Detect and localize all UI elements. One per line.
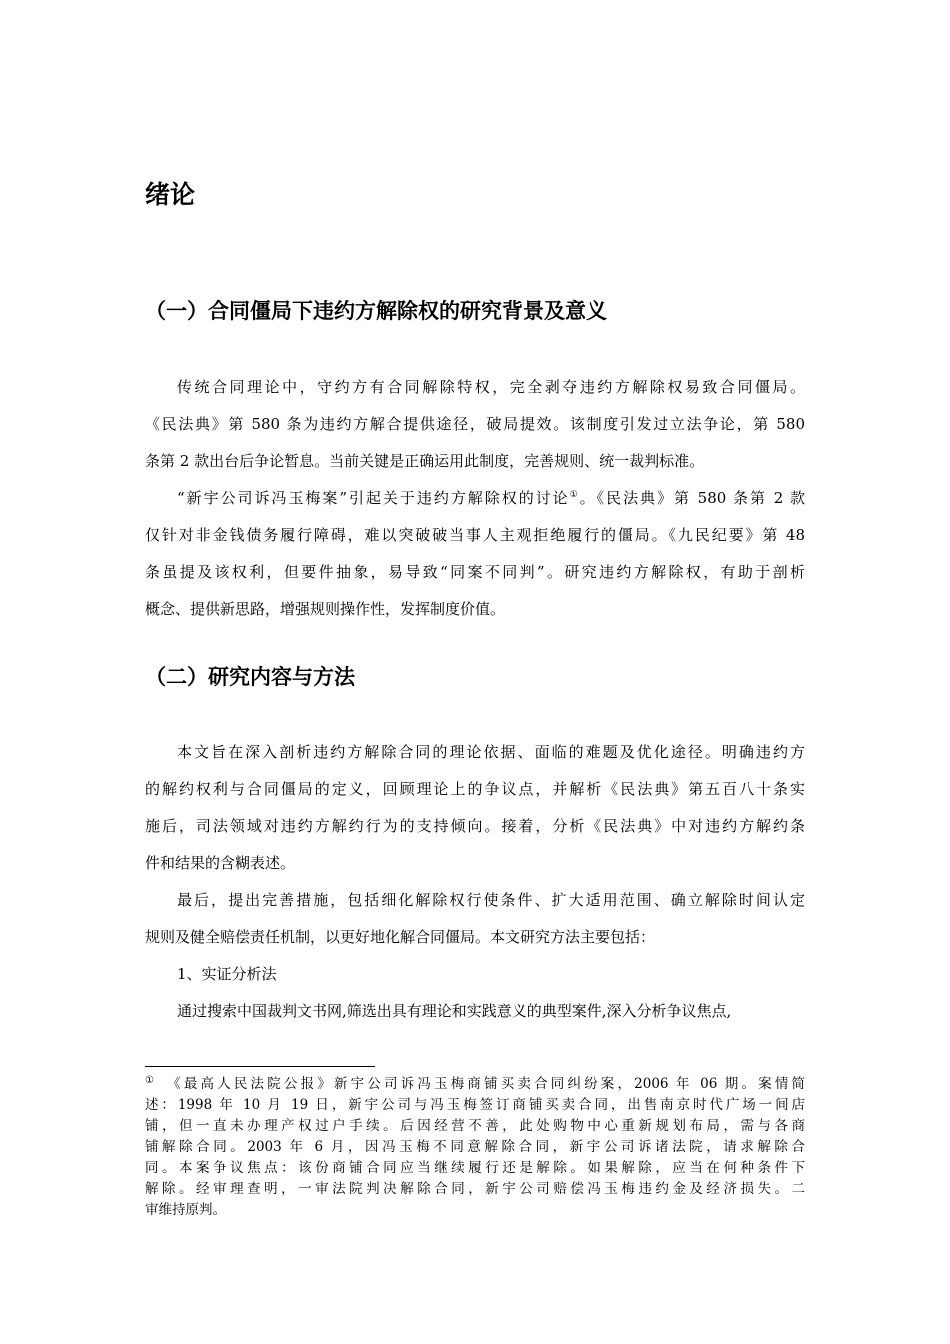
footnote-line: 铺，但一直未办理产权过户手续。后因经营不善，此处购物中心重新规划布局，需与各商 <box>145 1118 805 1134</box>
section-2-title: （二）研究内容与方法 <box>145 665 355 689</box>
text-line: 传统合同理论中，守约方有合同解除特权，完全剥夺违约方解除权易致合同僵局。 <box>177 378 805 396</box>
section-1-title: （一）合同僵局下违约方解除权的研究背景及意义 <box>145 299 607 323</box>
footnote-mark: ① <box>145 1074 158 1086</box>
text-line: 本文旨在深入剖析违约方解除合同的理论依据、面临的难题及优化途径。明确违约方 <box>177 743 805 761</box>
section-1-paragraph-1 <box>145 369 805 480</box>
text-line: 条第 2 款出台后争论暂息。当前关键是正确运用此制度，完善规则、统一裁判标准。 <box>145 452 705 470</box>
section-2-paragraph-1 <box>145 734 805 882</box>
footnote <box>145 1074 805 1221</box>
footnote-reference-mark[interactable]: ① <box>569 490 580 500</box>
footnote-line: 审维持原判。 <box>145 1202 226 1218</box>
text-line: 条虽提及该权利，但要件抽象，易导致“同案不同判”。研究违约方解除权，有助于剖析 <box>145 563 805 581</box>
method-1-title: 1、实证分析法 <box>177 965 277 983</box>
text-line: 概念、提供新思路，增强规则操作性，发挥制度价值。 <box>145 600 506 618</box>
text-line <box>145 480 805 517</box>
method-1-block <box>145 956 805 1030</box>
text-segment: “新宇公司诉冯玉梅案”引起关于违约方解除权的讨论 <box>177 489 570 507</box>
text-segment: 《最高人民法院公报》新宇公司诉冯玉梅商铺买卖合同纠纷案，2006 年 06 期。案情简 <box>167 1076 805 1092</box>
text-line: 的解约权利与合同僵局的定义，回顾理论上的争议点，并解析《民法典》第五百八十条实 <box>145 780 805 798</box>
text-line: 《民法典》第 580 条为违约方解合提供途径，破局提效。该制度引发过立法争论，第 580 <box>145 415 805 433</box>
footnote-line: 解除。经审理查明，一审法院判决解除合同，新宇公司赔偿冯玉梅违约金及经济损失。二 <box>145 1181 805 1197</box>
footnote-separator <box>145 1066 375 1067</box>
section-2-paragraph-2 <box>145 882 805 956</box>
text-line: 最后，提出完善措施，包括细化解除权行使条件、扩大适用范围、确立解除时间认定 <box>177 891 805 909</box>
text-line: 施后，司法领域对违约方解约行为的支持倾向。接着，分析《民法典》中对违约方解约条 <box>145 817 805 835</box>
chapter-heading: 绪论 <box>145 180 196 209</box>
text-segment: 。《民法典》第 580 条第 2 款 <box>579 489 806 507</box>
footnote-line: 同。本案争议焦点：该份商铺合同应当继续履行还是解除。如果解除，应当在何种条件下 <box>145 1160 805 1176</box>
footnote-line: 述：1998 年 10 月 19 日，新宇公司与冯玉梅签订商铺买卖合同，出售南京时代广场一间店 <box>145 1097 805 1113</box>
text-line: 规则及健全赔偿责任机制，以更好地化解合同僵局。本文研究方法主要包括： <box>145 928 656 946</box>
section-1-paragraph-2 <box>145 480 805 628</box>
footnote-line: 铺解除合同。2003 年 6 月，因冯玉梅不同意解除合同，新宇公司诉诸法院，请求解除合 <box>145 1139 805 1155</box>
text-line: 仅针对非金钱债务履行障碍，难以突破破当事人主观拒绝履行的僵局。《九民纪要》第 48 <box>145 526 805 544</box>
text-line: 件和结果的含糊表述。 <box>145 854 296 872</box>
method-1-text: 通过搜索中国裁判文书网,筛选出具有理论和实践意义的典型案件,深入分析争议焦点, <box>177 1002 732 1020</box>
footnote-line <box>145 1074 805 1095</box>
